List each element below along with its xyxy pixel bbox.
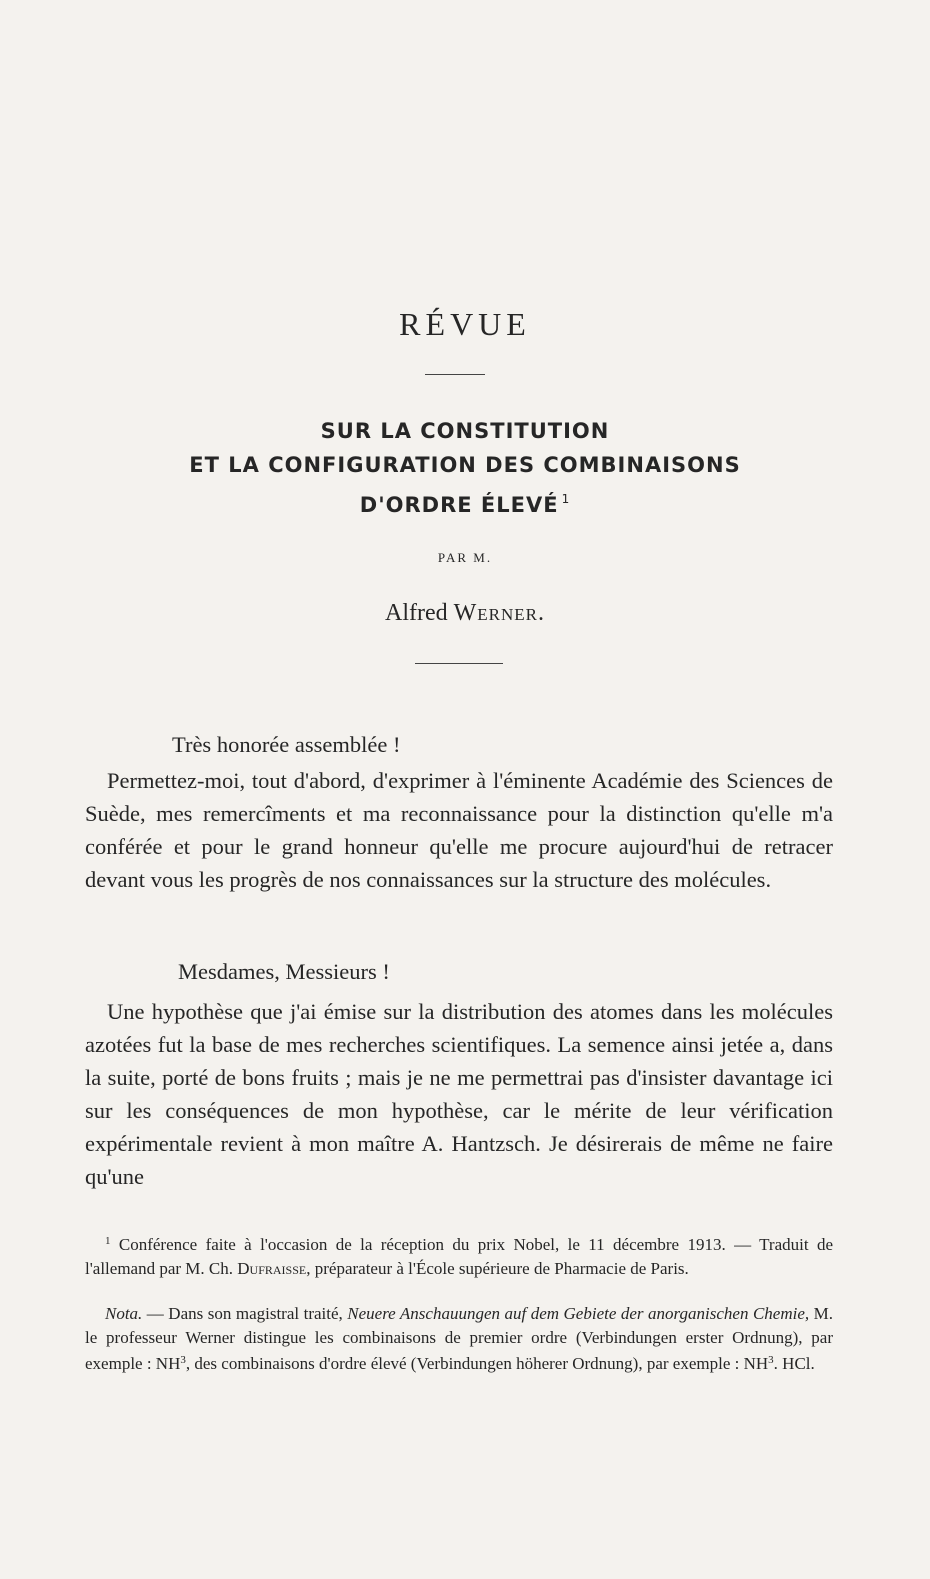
title-line-3-text: D'ORDRE ÉLEVÉ <box>359 493 559 517</box>
footnote-text: , des combinaisons d'ordre élevé (Verbindungen höherer Ordnung), par exemple : NH <box>185 1354 769 1373</box>
footnote-mark: 1 <box>105 1235 111 1247</box>
author-last-name: Werner. <box>453 600 546 626</box>
footnote-text: . HCl. <box>773 1354 815 1373</box>
footnote <box>85 1230 833 1280</box>
title-line-2: ET LA CONFIGURATION DES COMBINAISONS <box>189 453 741 477</box>
title-line-1: SUR LA CONSTITUTION <box>320 419 610 443</box>
title-line-3 <box>0 482 930 522</box>
book-title: Neuere Anschauungen auf dem Gebiete der anorganischen Chemie, <box>347 1304 810 1323</box>
title-footnote-mark: 1 <box>561 492 571 506</box>
footnote-text: M. le professeur Werner distingue les combinaisons de premier ordre (Verbindungen erster Ordnung), par exemple : NH <box>85 1304 833 1373</box>
divider-rule <box>425 374 485 375</box>
author-first-name: Alfred <box>384 600 448 626</box>
footnote-text: — Dans son magistral traité, <box>142 1304 348 1323</box>
salutation: Très honorée assemblée ! <box>172 732 401 757</box>
superscript: 3 <box>768 1354 774 1366</box>
author-name <box>0 600 930 627</box>
divider-rule <box>415 663 503 664</box>
footnote-text: Conférence faite à l'occasion de la réception du prix Nobel, le 11 décembre 1913. — Traduit de l'allemand par M. Ch. <box>85 1235 834 1278</box>
byline-par: PAR M. <box>437 550 493 565</box>
superscript: 3 <box>180 1354 186 1366</box>
nota-footnote <box>85 1302 833 1376</box>
nota-label: Nota. <box>105 1304 143 1323</box>
salutation: Mesdames, Messieurs ! <box>178 959 390 984</box>
section-heading: RÉVUE <box>399 306 531 342</box>
translator-name: Dufraisse <box>237 1258 307 1278</box>
body-paragraph: Permettez-moi, tout d'abord, d'exprimer à l'éminente Académie des Sciences de Suède, mes remercîments et ma reconnaissance pour la distinction qu'elle m'a conférée et pour le grand honneur qu'elle me procure aujourd'hui de retracer devant vous les progrès de nos connaissances sur la structure des molécules. <box>85 768 833 892</box>
body-paragraph: Une hypothèse que j'ai émise sur la distribution des atomes dans les molécules azotées fut la base de mes recherches scientifiques. La semence ainsi jetée a, dans la suite, porté de bons fruits ; mais je ne me permettrai pas d'insister davantage ici sur les conséquences de mon hypothèse, car le mérite de leur vérification expérimentale revient à mon maître A. Hantzsch. Je désirerais de même ne faire qu'une <box>85 999 833 1189</box>
footnote-text: , préparateur à l'École supérieure de Pharmacie de Paris. <box>306 1258 689 1278</box>
